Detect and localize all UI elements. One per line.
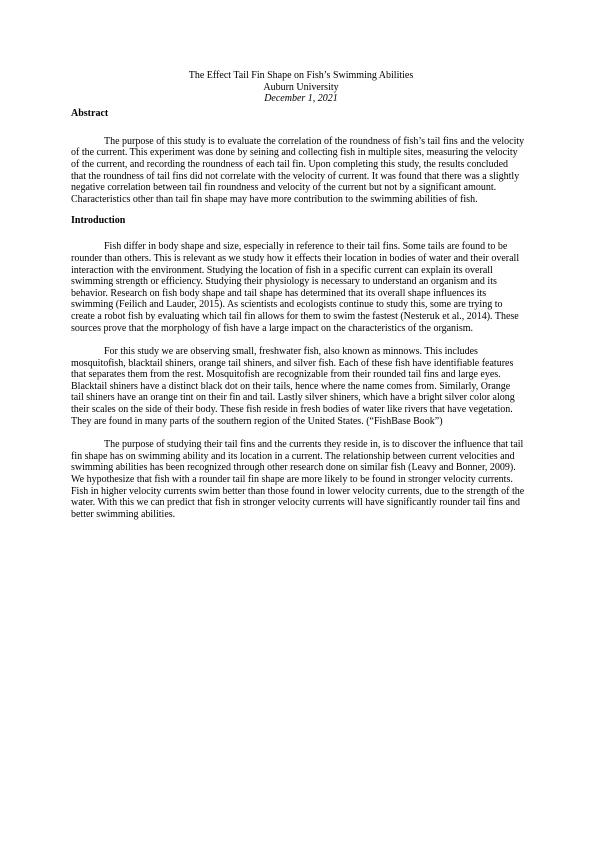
introduction-paragraph-3: The purpose of studying their tail fins and the currents they reside in, is to discover the influence that tail fin shape has on swimming ability and its location in a current. The relationship between current velocities and swimming abilities has been recognized through other research done on similar fish (Leavy and Bonner, 2009). We hypothesize that fish with a rounder tail fin shape are more likely to be found in stronger velocity currents. Fish in higher velocity currents swim better than those found in lower velocity currents, due to the strength of the water. With this we can predict that fish in stronger velocity currents will have significantly rounder tail fins and better swimming abilities. <box>71 439 525 520</box>
introduction-heading: Introduction <box>71 215 126 227</box>
institution: Auburn University <box>263 81 339 93</box>
paper-date: December 1, 2021 <box>264 93 338 105</box>
abstract-heading: Abstract <box>71 107 109 119</box>
title-block <box>77 70 525 105</box>
introduction-paragraph-1: Fish differ in body shape and size, especially in reference to their tail fins. Some tails are found to be rounder than others. This is relevant as we study how it effects their location in bodies of water and their overall interaction with the environment. Studying the location of fish in a specific current can explain its overall swimming strength or efficiency. Studying their physiology is necessary to understand an organism and its behavior. Research on fish body shape and tail shape has determined that its overall shape influences its swimming (Feilich and Lauder, 2015). As scientists and ecologists continue to study this, some are trying to create a robot fish by evaluating which tail fin allows for them to swim the fastest (Nesteruk et al., 2014). These sources prove that the morphology of fish have a large impact on the characteristics of the organism. <box>71 241 520 334</box>
paper-title: The Effect Tail Fin Shape on Fish’s Swimming Abilities <box>188 70 414 81</box>
abstract-paragraph: The purpose of this study is to evaluate the correlation of the roundness of fish’s tail fins and the velocity of the current. This experiment was done by seining and collecting fish in multiple sites, measuring the velocity of the current, and recording the roundness of each tail fin. Upon completing this study, the results concluded that the roundness of tail fins did not correlate with the velocity of current. It was found that there was a slightly negative correlation between tail fin roundness and velocity of the current but not by a significant amount. Characteristics other than tail fin shape may have more contribution to the swimming abilities of fish. <box>71 135 525 205</box>
paper-page <box>71 70 525 520</box>
introduction-paragraph-2: For this study we are observing small, freshwater fish, also known as minnows. This includes mosquitofish, blacktail shiners, orange tail shiners, and silver fish. Each of these fish have identifiable features that separates them from the rest. Mosquitofish are recognizable from their rounded tail fins and large eyes. Blacktail shiners have a distinct black dot on their tails, hence where the name comes from. Similarly, Orange tail shiners have an orange tint on their fin and tail. Lastly silver shiners, which have a bright silver color along their scales on the side of their body. These fish reside in fresh bodies of water like rivers that have vegetation. They are found in many parts of the southern region of the United States. (“FishBase Book”) <box>71 346 515 427</box>
